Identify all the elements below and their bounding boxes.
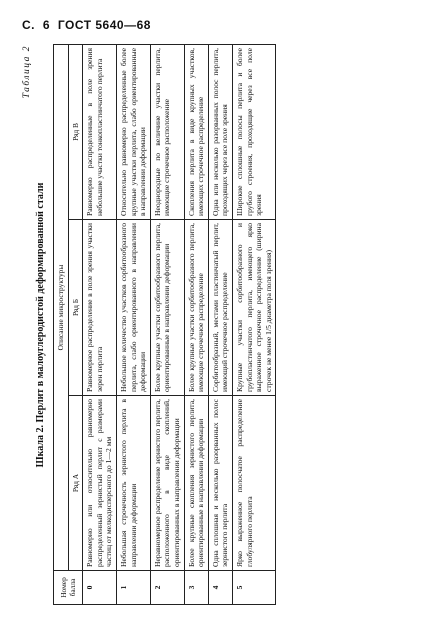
table-number: Таблица 2 [22,45,32,99]
col-description-header: Описание микроструктуры [54,45,69,571]
row-a-cell: Ярко выраженное полосчатое распределение глобулярного перлита [232,396,275,571]
table-title: Шкала 2. Перлит в малоуглеродистой деформированной стали [35,182,46,468]
row-v-cell: Относительно равномерно распределенные более крупные участки перлита, слабо ориентированные в направлении деформации [116,45,150,220]
row-v-cell: Одна или несколько разорванных полос перлита, проходящих через все поле зрения [208,45,232,220]
row-v-cell: Неоднородные по величине участки перлита, имеющие строчечное расположение [150,45,184,220]
row-b-cell: Равномерное распределение в поле зрения участки зерен перлита [83,220,117,396]
row-a-cell: Небольшая строчечность зернистого перлита в направлении деформации [116,396,150,571]
score-cell: 2 [150,571,184,605]
table-row [232,45,275,605]
table-row [116,45,150,605]
row-v-cell: Скопления перлита в виде крупных участков, имеющих строчечное распределение [184,45,208,220]
row-a-cell: Неравномерное распределение зернистого перлита, расположенного в виде скоплений, ориентированных в направлении деформации [150,396,184,571]
table-row [208,45,232,605]
table-row [83,45,117,605]
col-row-v-header: Ряд В [68,45,83,220]
col-row-b-header: Ряд Б [68,220,83,396]
score-cell: 1 [116,571,150,605]
row-b-cell: Более крупные участки сорбитообразного перлита, ориентированные в направлении деформации [150,220,184,396]
row-a-cell: Одна сплошная и несколько разорванных полос зернистого перлита [208,396,232,571]
page-header [22,18,155,32]
row-b-cell: Небольшое количество участков сорбитообразного перлита, слабо ориентированного в направлении деформации [116,220,150,396]
row-a-cell: Более крупные скопления зернистого перлита, ориентированные в направлении деформации [184,396,208,571]
row-b-cell: Сорбитообразный, местами пластинчатый перлит, имеющий строчечное распределение [208,220,232,396]
standard-code: ГОСТ 5640—68 [57,18,151,32]
table-row [150,45,184,605]
col-number-header: Номер балла [54,571,83,605]
rotated-table-page [22,45,404,605]
page-number: 6 [42,18,51,32]
page-letter: С. [22,18,35,32]
row-b-cell: Крупные участки сорбитообразного и грубопластинчатого перлита, имеющего ярко выраженное строчечное распределение (ширина строчек не менее 1/5 диаметра поля зрения) [232,220,275,396]
score-cell: 4 [208,571,232,605]
pearlite-scale-table [53,44,276,605]
table-row [184,45,208,605]
col-row-a-header: Ряд А [68,396,83,571]
row-b-cell: Более крупные участки сорбитообразного перлита, имеющие строчечное распределение [184,220,208,396]
score-cell: 3 [184,571,208,605]
row-a-cell: Равномерно или относительно равномерно распределенный зернистый перлит с размерами частиц от мелкодисперсного до 1—2 мм [83,396,117,571]
score-cell: 0 [83,571,117,605]
row-v-cell: Широкие сплошные полосы перлита и более грубого строения, проходящие через все поле зрения [232,45,275,220]
score-cell: 5 [232,571,275,605]
row-v-cell: Равномерно распределенные в поле зрения небольшие участки тонкопластинчатого перлита [83,45,117,220]
